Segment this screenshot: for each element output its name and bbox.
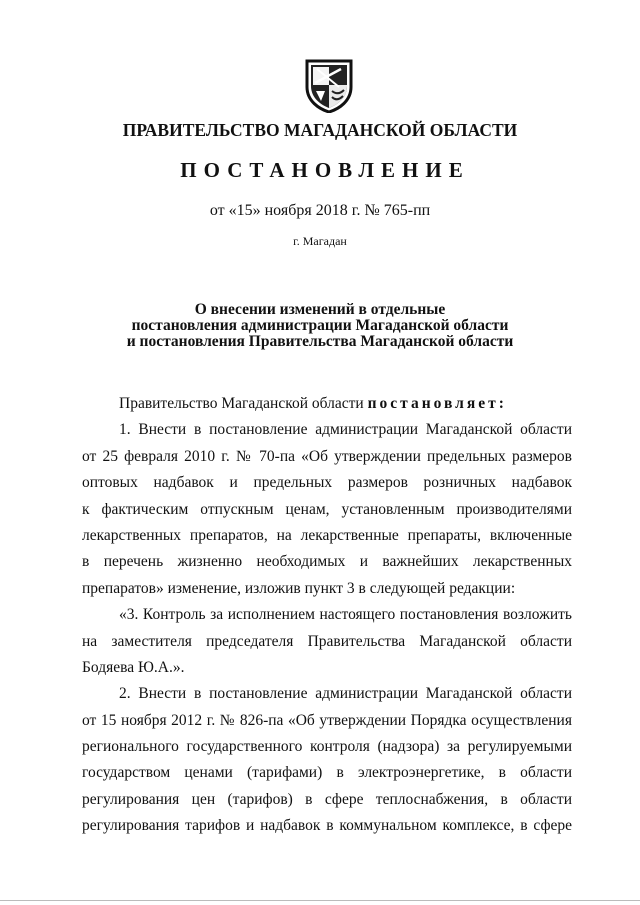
subject-line: О внесении изменений в отдельные — [194, 301, 446, 318]
paragraph-1-line: лекарственных препаратов, на лекарственные препараты, включенные — [82, 526, 572, 544]
intro-line — [82, 391, 572, 417]
paragraph-2-line: от 15 ноября 2012 г. № 826-па «Об утверждении Порядка осуществления — [82, 711, 572, 729]
paragraph-2-line: регулирования цен (тарифов) в сфере теплоснабжения, в области — [82, 790, 572, 808]
coat-of-arms-icon — [301, 57, 357, 113]
document-date-number: от «15» ноября 2018 г. № 765-пп — [209, 202, 431, 219]
paragraph-1-line: к фактическим отпускным ценам, установленным производителями — [82, 500, 572, 518]
paragraph-2-line: государством ценами (тарифами) в электроэнергетике, в области — [82, 764, 572, 782]
document-type: ПОСТАНОВЛЕНИЕ — [180, 158, 470, 182]
paragraph-1-line: в перечень жизненно необходимых и важнейших лекарственных — [82, 553, 572, 571]
paragraph-1-line: препаратов» изменение, изложив пункт 3 в следующей редакции: — [82, 579, 516, 597]
subject-line: постановления администрации Магаданской области — [131, 317, 509, 334]
paragraph-2-line: 2. Внести в постановление администрации Магаданской области — [119, 685, 572, 703]
document-subject — [0, 302, 640, 350]
quote-line: Бодяева Ю.А.». — [82, 658, 185, 676]
paragraph-1-line: от 25 февраля 2010 г. № 70-па «Об утверждении предельных размеров — [82, 447, 572, 465]
document-body — [82, 391, 572, 840]
quote-line: на заместителя председателя Правительства Магаданской области — [82, 632, 572, 650]
paragraph-2-line: регулирования тарифов и надбавок в коммунальном комплексе, в сфере — [82, 817, 572, 835]
quote-line: «3. Контроль за исполнением настоящего постановления возложить — [119, 606, 572, 624]
subject-line: и постановления Правительства Магаданской области — [126, 333, 514, 350]
document-city: г. Магадан — [293, 234, 347, 248]
paragraph-2-line: регионального государственного контроля (надзора) за регулируемыми — [82, 738, 572, 756]
paragraph-1-line: 1. Внести в постановление администрации Магаданской области — [119, 421, 572, 439]
government-name: ПРАВИТЕЛЬСТВО МАГАДАНСКОЙ ОБЛАСТИ — [122, 120, 518, 140]
intro-emphasis: постановляет: — [367, 395, 507, 412]
paragraph-1-line: оптовых надбавок и предельных размеров розничных надбавок — [82, 474, 572, 492]
page-edge-divider — [0, 900, 640, 901]
intro-text: Правительство Магаданской области — [119, 395, 364, 412]
